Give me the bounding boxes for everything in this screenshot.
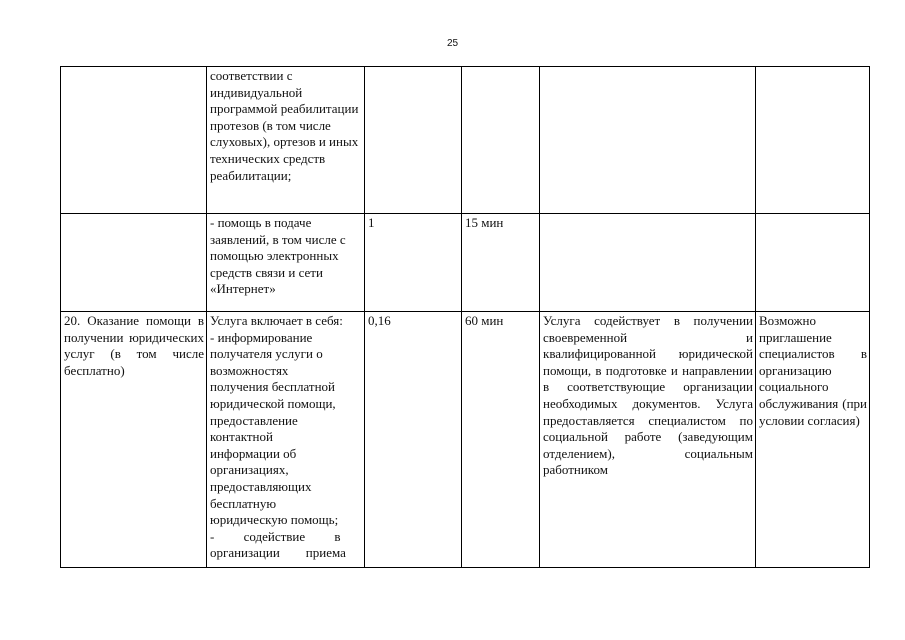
time-cell: 15 мин [462, 214, 540, 312]
conditions-cell [540, 67, 756, 214]
description-line: Услуга включает в себя: [210, 313, 343, 328]
conditions-cell: Услуга содействует в получении своевременной и квалифицированной юридической помощи, в подготовке и направлении в соответствующие организации необходимых документов. Услуга предоставляется специалистом по социальной работе (заведующим отделением), социальным работником [540, 312, 756, 568]
description-line: юридическую помощь; [210, 512, 339, 528]
time-cell [462, 67, 540, 214]
description-line: организации приема [210, 545, 346, 561]
conditions-cell [540, 214, 756, 312]
description-cell [207, 312, 365, 568]
unit-cell [365, 67, 462, 214]
description-line: получения бесплатной [210, 379, 336, 395]
description-line: предоставляющих [210, 478, 312, 494]
service-name-cell [61, 214, 207, 312]
time-cell: 60 мин [462, 312, 540, 568]
table-row [61, 214, 870, 312]
page-number: 25 [446, 38, 459, 49]
service-name-cell [61, 67, 207, 214]
description-line: получателя услуги о [210, 346, 323, 362]
description-line: - содействие в [210, 528, 341, 544]
description-line: контактной [210, 429, 273, 445]
notes-cell [756, 214, 870, 312]
description-cell: - помощь в подаче заявлений, в том числе с помощью электронных средств связи и сети «Интернет» [207, 214, 365, 312]
description-line: юридической помощи, [210, 395, 336, 411]
description-cell: соответствии с индивидуальной программой реабилитации протезов (в том числе слуховых), ортезов и иных технических средств реабилитации; [207, 67, 365, 214]
unit-cell: 1 [365, 214, 462, 312]
description-line: возможностях [210, 362, 289, 378]
service-name-cell: 20. Оказание помощи в получении юридических услуг (в том числе бесплатно) [61, 312, 207, 568]
table-row [61, 312, 870, 568]
services-table [60, 66, 870, 568]
unit-cell: 0,16 [365, 312, 462, 568]
description-line: бесплатную [210, 495, 277, 511]
description-line: предоставление [210, 412, 298, 428]
description-line: организациях, [210, 462, 289, 478]
table-row [61, 67, 870, 214]
description-line: - информирование [210, 329, 313, 345]
notes-cell [756, 67, 870, 214]
notes-cell: Возможно приглашение специалистов в организацию социального обслуживания (при условии согласия) [756, 312, 870, 568]
description-line: информации об [210, 445, 297, 461]
